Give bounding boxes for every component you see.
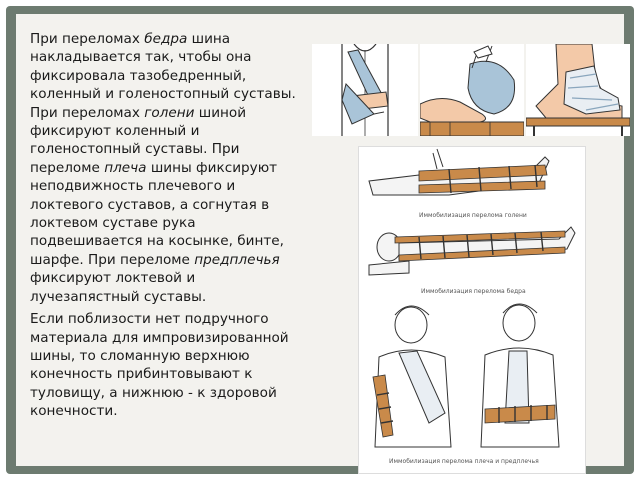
ankle-compress-illustration: [420, 44, 524, 136]
ankle-compress-drawing: [420, 44, 524, 136]
splint-illustration: [358, 146, 586, 474]
text-segment-italic: голени: [144, 104, 195, 121]
text-segment: Если поблизости нет подручного материала для импровизированной шины, то сломанную верхнюю конечность прибинтовывают к туловищу, а нижнюю - к здоровой конечности.: [30, 311, 289, 420]
splint-drawing: [359, 147, 585, 473]
sling-illustration: [312, 44, 418, 136]
paragraph-1: [30, 30, 308, 306]
text-segment: фиксируют локтевой и лучезапястный суставы.: [30, 270, 207, 305]
sling-drawing: [312, 44, 418, 136]
caption-shin: Иммобилизация перелома голени: [419, 212, 527, 219]
caption-hip: Иммобилизация перелома бедра: [421, 288, 526, 295]
text-segment-italic: бедра: [144, 31, 188, 47]
ankle-bandage-illustration: [526, 44, 630, 136]
text-segment-italic: предплечья: [194, 251, 280, 268]
text-segment: При переломах: [30, 31, 145, 47]
text-segment-italic: плеча: [104, 159, 147, 176]
text-segment: шиной фиксируют коленный и голеностопный суставы. При переломе: [30, 104, 247, 176]
paragraph-2: [30, 310, 308, 420]
caption-arm: Иммобилизация перелома плеча и предплечья: [389, 458, 539, 465]
ankle-bandage-drawing: [526, 44, 630, 136]
body-text: [30, 30, 308, 425]
text-segment: шины фиксируют неподвижность плечевого и локтевого суставов, а согнутая в локтевом суставе рука подвешивается на косынке, бинте, шарфе. При переломе: [30, 159, 284, 268]
text-segment: шина накладывается так, чтобы она фиксировала тазобедренный, коленный и голеностопный суставы. При переломах: [30, 31, 296, 121]
